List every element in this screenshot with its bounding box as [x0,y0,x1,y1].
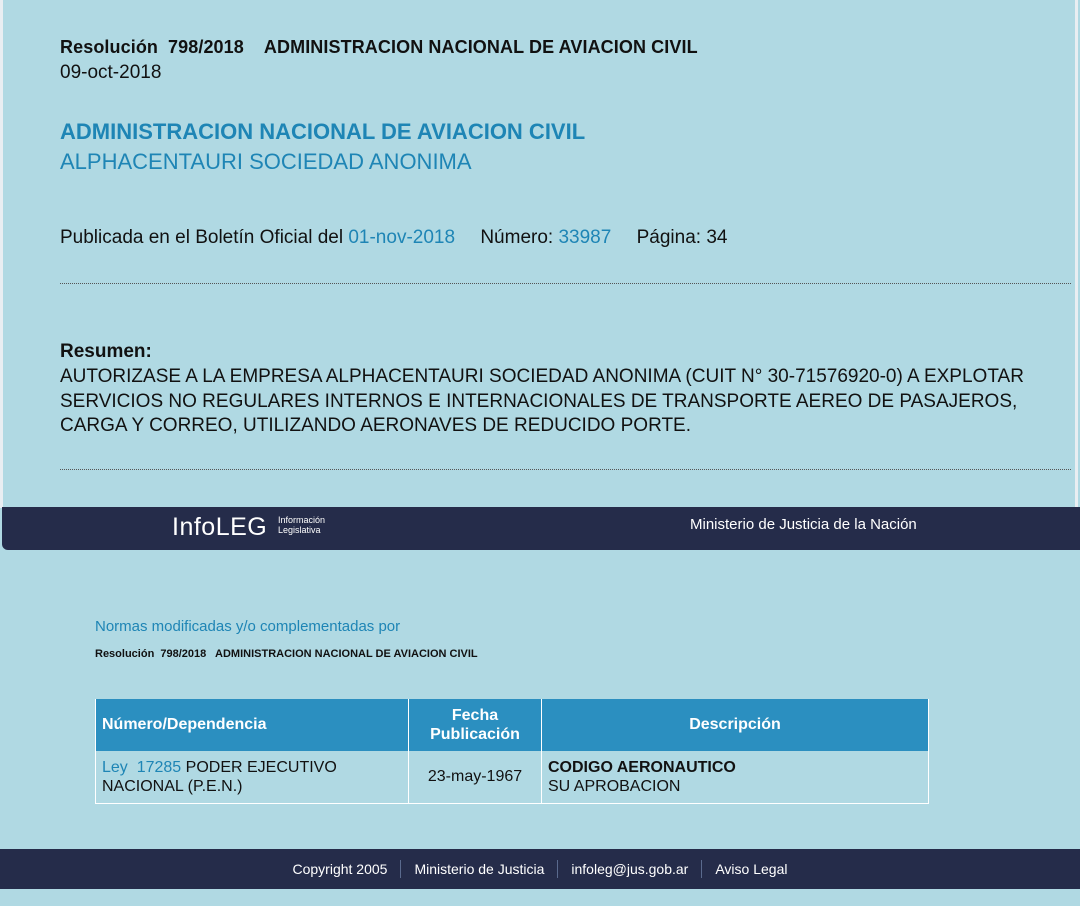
resumen-label: Resumen: [60,341,152,362]
ley-link[interactable] [102,759,181,776]
resolution-agency: ADMINISTRACION NACIONAL DE AVIACION CIVIL [263,37,698,57]
footer-aviso-link[interactable]: Aviso Legal [715,861,788,877]
publication-line [60,227,727,249]
col-numero-header: Número/Dependencia [96,699,409,751]
cell-fecha: 23-may-1967 [409,751,542,804]
normas-subtitle: Resolución 798/2018 ADMINISTRACION NACIONAL DE AVIACION CIVIL [95,648,478,660]
divider [60,469,1071,470]
footer-separator [400,860,401,878]
footer-bar [0,849,1080,889]
numero-link[interactable]: 33987 [558,227,612,248]
infoleg-subtitle [278,515,325,535]
org-heading[interactable]: ADMINISTRACION NACIONAL DE AVIACION CIVIL [60,119,586,144]
dependencia: PODER EJECUTIVO NACIONAL (P.E.N.) [102,759,337,795]
infoleg-sub-line2: Legislativa [278,525,321,535]
col-descripcion-header: Descripción [542,699,929,751]
col-fecha-header [409,699,542,751]
infoleg-logo[interactable]: InfoLEG [172,513,268,541]
col-fecha-line1: Fecha [451,707,499,724]
desc-title: CODIGO AERONAUTICO [548,759,736,776]
normas-title: Normas modificadas y/o complementadas por [95,618,401,635]
ministerio-label: Ministerio de Justicia de la Nación [690,516,917,533]
numero-label: Número: [480,227,554,248]
footer-email-link[interactable]: infoleg@jus.gob.ar [571,861,689,877]
cell-numero [96,751,409,804]
cell-descripcion [542,751,929,804]
pagina-value: 34 [706,227,728,248]
ley-number[interactable]: 17285 [136,759,182,776]
resolution-date: 09-oct-2018 [60,62,162,83]
ley-label[interactable]: Ley [102,759,128,776]
infoleg-header-bar [2,507,1080,550]
desc-sub: SU APROBACION [548,778,681,795]
infoleg-sub-line1: Información [278,515,326,525]
pagina-label: Página: [636,227,702,248]
footer-ministerio-link[interactable]: Ministerio de Justicia [414,861,545,877]
resolution-number: 798/2018 [168,37,244,57]
col-fecha-line2: Publicación [430,726,520,743]
table-row [96,751,929,804]
table-header-row [96,699,929,751]
normas-table [95,699,929,804]
publication-date-link[interactable]: 01-nov-2018 [348,227,456,248]
footer-separator [701,860,702,878]
footer-copyright: Copyright 2005 [292,861,388,877]
resolution-header [60,37,698,58]
resolution-label: Resolución [60,37,159,57]
publication-prefix: Publicada en el Boletín Oficial del [60,227,344,248]
company-name[interactable]: ALPHACENTAURI SOCIEDAD ANONIMA [60,149,472,174]
divider [60,283,1071,284]
footer-separator [557,860,558,878]
resumen-text: AUTORIZASE A LA EMPRESA ALPHACENTAURI SOCIEDAD ANONIMA (CUIT N° 30-71576920-0) A EXPLOTAR SERVICIOS NO REGULARES INTERNOS E INTERNACIONALES DE TRANSPORTE AEREO DE PASAJEROS, CARGA Y CORREO, UTILIZANDO AERONAVES DE REDUCIDO PORTE. [60,366,1024,436]
